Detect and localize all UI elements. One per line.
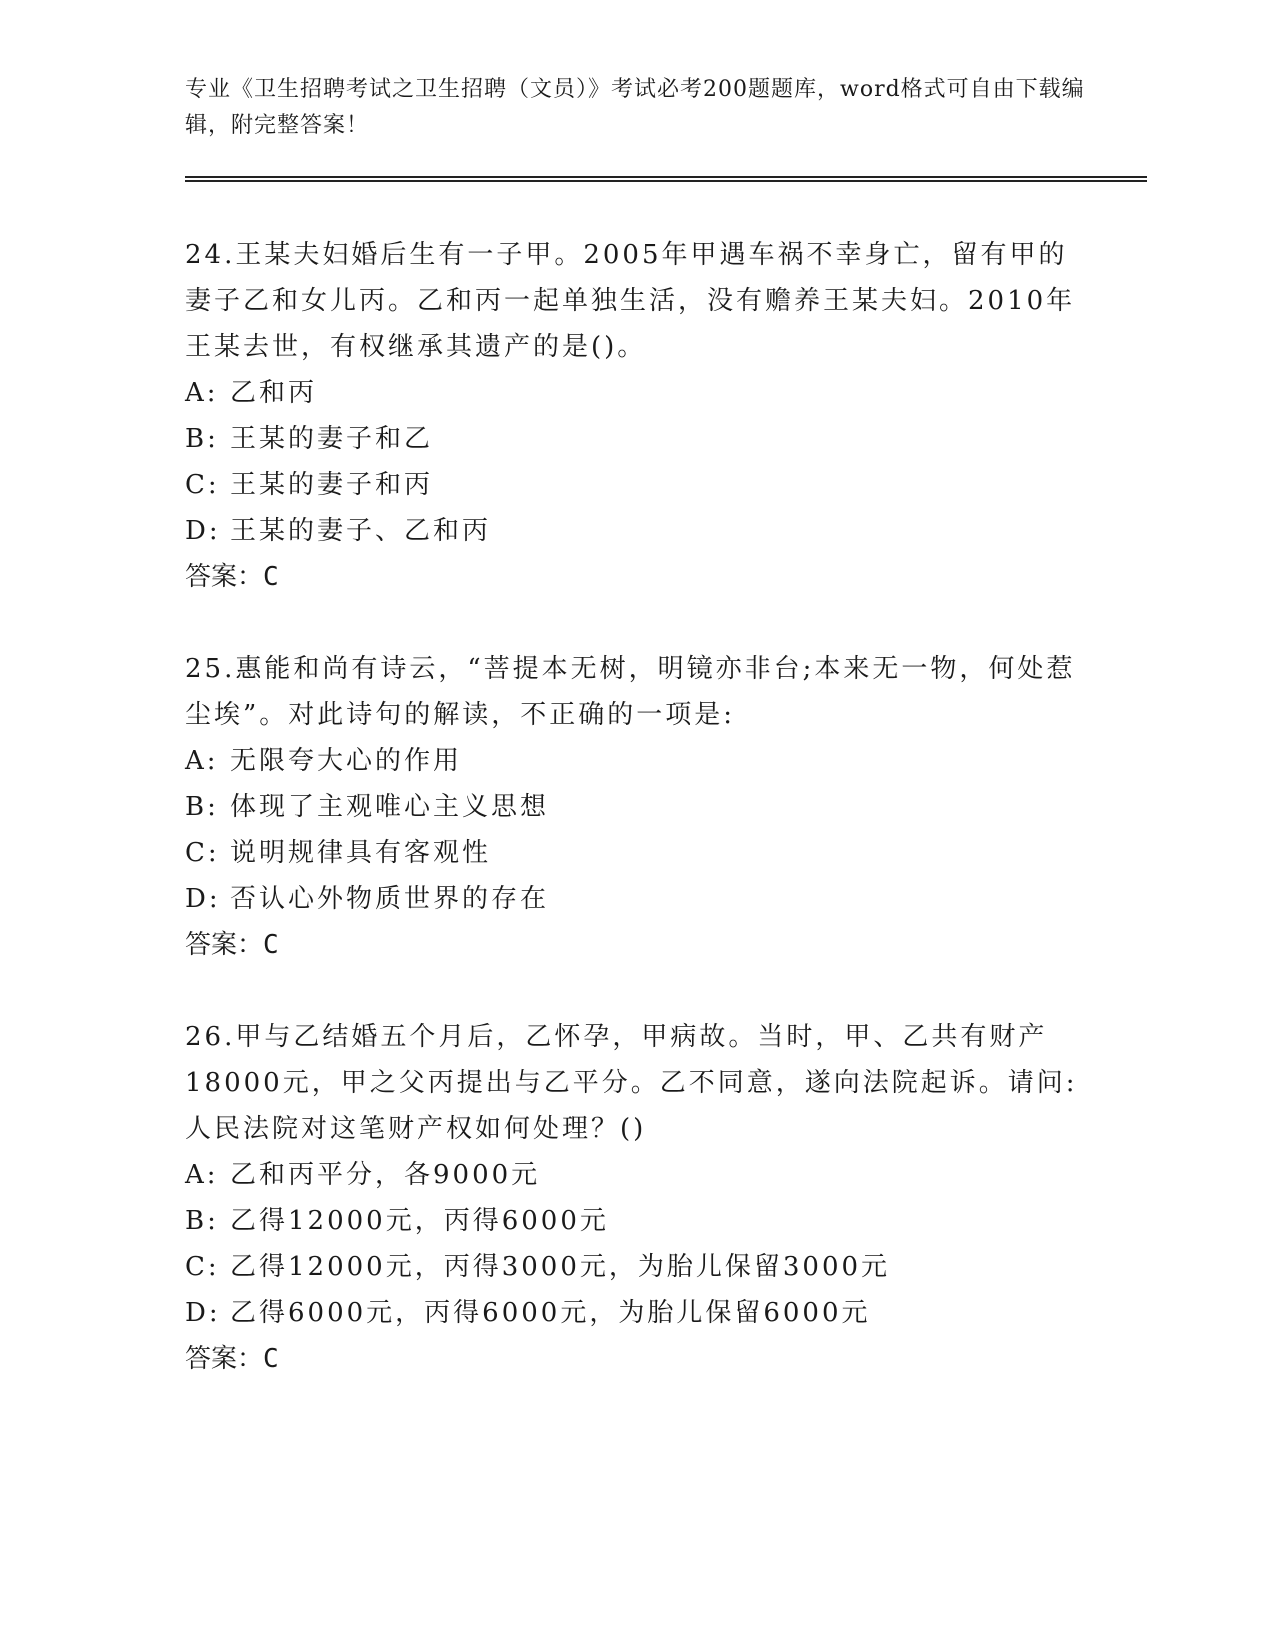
question-stem: 25.惠能和尚有诗云，“菩提本无树，明镜亦非台;本来无一物，何处惹尘埃”。对此诗句的解读，不正确的一项是: bbox=[185, 654, 1076, 730]
option-text: 王某的妻子和乙 bbox=[230, 424, 434, 454]
option-key: A: bbox=[185, 746, 219, 776]
question-list bbox=[185, 232, 1085, 1428]
answer-line: 答案：C bbox=[185, 562, 279, 592]
option-c bbox=[185, 830, 1085, 876]
option-b bbox=[185, 416, 1085, 462]
option-key: B: bbox=[185, 792, 219, 822]
option-text: 体现了主观唯心主义思想 bbox=[230, 792, 550, 822]
option-a bbox=[185, 738, 1085, 784]
option-d bbox=[185, 1290, 1085, 1336]
option-key: A: bbox=[185, 378, 219, 408]
header-text: 专业《卫生招聘考试之卫生招聘（文员）》考试必考200题题库，word格式可自由下载编辑，附完整答案！ bbox=[185, 77, 1085, 138]
option-a bbox=[185, 1152, 1085, 1198]
option-key: C: bbox=[185, 470, 220, 500]
option-key: B: bbox=[185, 1206, 219, 1236]
option-key: C: bbox=[185, 838, 220, 868]
question-26 bbox=[185, 1014, 1085, 1382]
option-b bbox=[185, 784, 1085, 830]
answer-line: 答案：C bbox=[185, 1344, 279, 1374]
option-text: 乙得12000元，丙得3000元，为胎儿保留3000元 bbox=[230, 1252, 891, 1282]
option-text: 乙和丙 bbox=[230, 378, 318, 408]
option-b bbox=[185, 1198, 1085, 1244]
option-text: 无限夸大心的作用 bbox=[230, 746, 463, 776]
option-key: B: bbox=[185, 424, 219, 454]
option-key: D: bbox=[185, 884, 221, 914]
option-text: 王某的妻子和丙 bbox=[230, 470, 434, 500]
option-key: A: bbox=[185, 1160, 219, 1190]
option-c bbox=[185, 1244, 1085, 1290]
question-stem: 24.王某夫妇婚后生有一子甲。2005年甲遇车祸不幸身亡，留有甲的妻子乙和女儿丙。乙和丙一起单独生活，没有赡养王某夫妇。2010年王某去世，有权继承其遗产的是()。 bbox=[185, 240, 1076, 362]
option-text: 说明规律具有客观性 bbox=[230, 838, 492, 868]
question-24 bbox=[185, 232, 1085, 600]
option-d bbox=[185, 508, 1085, 554]
option-a bbox=[185, 370, 1085, 416]
option-text: 乙和丙平分，各9000元 bbox=[230, 1160, 541, 1190]
header-divider bbox=[185, 176, 1147, 182]
option-c bbox=[185, 462, 1085, 508]
question-stem: 26.甲与乙结婚五个月后，乙怀孕，甲病故。当时，甲、乙共有财产18000元，甲之父丙提出与乙平分。乙不同意，遂向法院起诉。请问:人民法院对这笔财产权如何处理？() bbox=[185, 1022, 1078, 1144]
option-text: 乙得12000元，丙得6000元 bbox=[230, 1206, 609, 1236]
option-key: D: bbox=[185, 516, 221, 546]
option-text: 否认心外物质世界的存在 bbox=[230, 884, 550, 914]
question-25 bbox=[185, 646, 1085, 968]
option-key: D: bbox=[185, 1298, 221, 1328]
option-key: C: bbox=[185, 1252, 220, 1282]
option-d bbox=[185, 876, 1085, 922]
option-text: 乙得6000元，丙得6000元，为胎儿保留6000元 bbox=[230, 1298, 871, 1328]
answer-line: 答案：C bbox=[185, 930, 279, 960]
option-text: 王某的妻子、乙和丙 bbox=[230, 516, 492, 546]
